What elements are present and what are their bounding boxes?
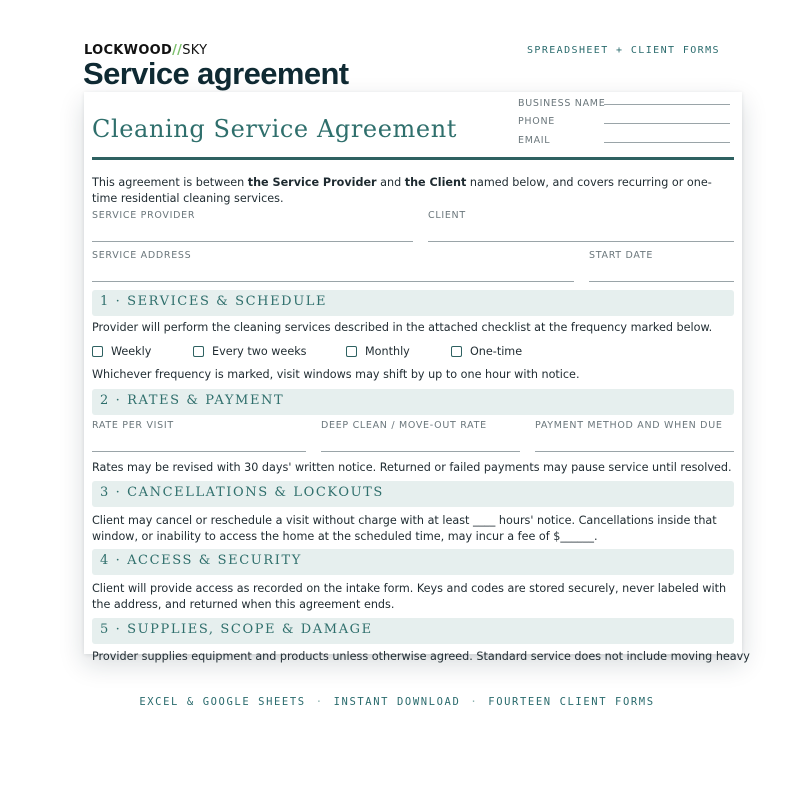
section-heading: 3 · CANCELLATIONS & LOCKOUTS bbox=[100, 485, 384, 500]
start-date-line[interactable] bbox=[589, 281, 734, 282]
payment-method-line[interactable] bbox=[535, 451, 734, 452]
checkbox-box[interactable] bbox=[346, 346, 357, 357]
service-address-line[interactable] bbox=[92, 281, 574, 282]
frequency-biweekly-checkbox[interactable]: Every two weeks bbox=[193, 344, 307, 358]
section-access-security bbox=[92, 549, 734, 575]
title-divider bbox=[92, 157, 734, 160]
service-address-label: SERVICE ADDRESS bbox=[92, 250, 192, 261]
email-line[interactable] bbox=[604, 142, 730, 143]
section-supplies-scope bbox=[92, 618, 734, 644]
brand-part1: LOCKWOOD bbox=[84, 43, 173, 58]
phone-line[interactable] bbox=[604, 123, 730, 124]
deep-clean-rate-line[interactable] bbox=[321, 451, 520, 452]
footer-item: INSTANT DOWNLOAD bbox=[333, 696, 461, 708]
rate-per-visit-line[interactable] bbox=[92, 451, 306, 452]
supplies-paragraph: Provider supplies equipment and products unless otherwise agreed. Standard service does not include moving heavy bbox=[92, 650, 750, 663]
payment-method-label: PAYMENT METHOD AND WHEN DUE bbox=[535, 420, 723, 431]
checkbox-box[interactable] bbox=[193, 346, 204, 357]
access-paragraph: Client will provide access as recorded on the intake form. Keys and codes are stored securely, never labeled with the address, and returned when this agreement ends. bbox=[92, 582, 727, 611]
footer-features bbox=[0, 696, 794, 708]
page-title: Service agreement bbox=[83, 56, 349, 91]
phone-label: PHONE bbox=[518, 116, 555, 127]
agreement-document bbox=[84, 92, 750, 663]
email-label: EMAIL bbox=[518, 135, 551, 146]
services-paragraph: Provider will perform the cleaning services described in the attached checklist at the frequency marked below. bbox=[92, 321, 713, 334]
service-provider-label: SERVICE PROVIDER bbox=[92, 210, 196, 221]
footer-item: FOURTEEN CLIENT FORMS bbox=[488, 696, 655, 708]
brand-part2: SKY bbox=[182, 43, 208, 58]
deep-clean-rate-label: DEEP CLEAN / MOVE-OUT RATE bbox=[321, 420, 487, 431]
tagline: SPREADSHEET + CLIENT FORMS bbox=[527, 45, 720, 56]
separator-dot: · bbox=[315, 696, 324, 708]
footer-item: EXCEL & GOOGLE SHEETS bbox=[139, 696, 306, 708]
frequency-monthly-checkbox[interactable]: Monthly bbox=[346, 344, 410, 358]
business-name-line[interactable] bbox=[604, 104, 730, 105]
rate-per-visit-label: RATE PER VISIT bbox=[92, 420, 174, 431]
section-heading: 1 · SERVICES & SCHEDULE bbox=[100, 294, 328, 309]
frequency-onetime-checkbox[interactable]: One-time bbox=[451, 344, 522, 358]
rates-paragraph: Rates may be revised with 30 days' written notice. Returned or failed payments may pause service until resolved. bbox=[92, 461, 732, 474]
section-rates-payment bbox=[92, 389, 734, 415]
section-services-schedule bbox=[92, 290, 734, 316]
frequency-weekly-checkbox[interactable]: Weekly bbox=[92, 344, 151, 358]
client-line[interactable] bbox=[428, 241, 734, 242]
cancellations-paragraph: Client may cancel or reschedule a visit without charge with at least ____ hours' notice. Cancellations inside that window, or inability to access the home at the scheduled time, may incur a fee of $______. bbox=[92, 514, 717, 543]
start-date-label: START DATE bbox=[589, 250, 654, 261]
separator-dot: · bbox=[470, 696, 479, 708]
frequency-note: Whichever frequency is marked, visit windows may shift by up to one hour with notice. bbox=[92, 368, 580, 381]
service-provider-line[interactable] bbox=[92, 241, 413, 242]
checkbox-box[interactable] bbox=[92, 346, 103, 357]
document-title: Cleaning Service Agreement bbox=[92, 115, 457, 143]
checkbox-box[interactable] bbox=[451, 346, 462, 357]
section-heading: 5 · SUPPLIES, SCOPE & DAMAGE bbox=[100, 622, 373, 637]
section-cancellations bbox=[92, 481, 734, 507]
business-name-label: BUSINESS NAME bbox=[518, 98, 606, 109]
section-heading: 4 · ACCESS & SECURITY bbox=[100, 553, 302, 568]
brand-slashes: // bbox=[172, 43, 183, 58]
section-heading: 2 · RATES & PAYMENT bbox=[100, 393, 285, 408]
intro-paragraph: This agreement is between the Service Provider and the Client named below, and covers recurring or one-time residential cleaning services. bbox=[92, 176, 712, 205]
client-label: CLIENT bbox=[428, 210, 466, 221]
